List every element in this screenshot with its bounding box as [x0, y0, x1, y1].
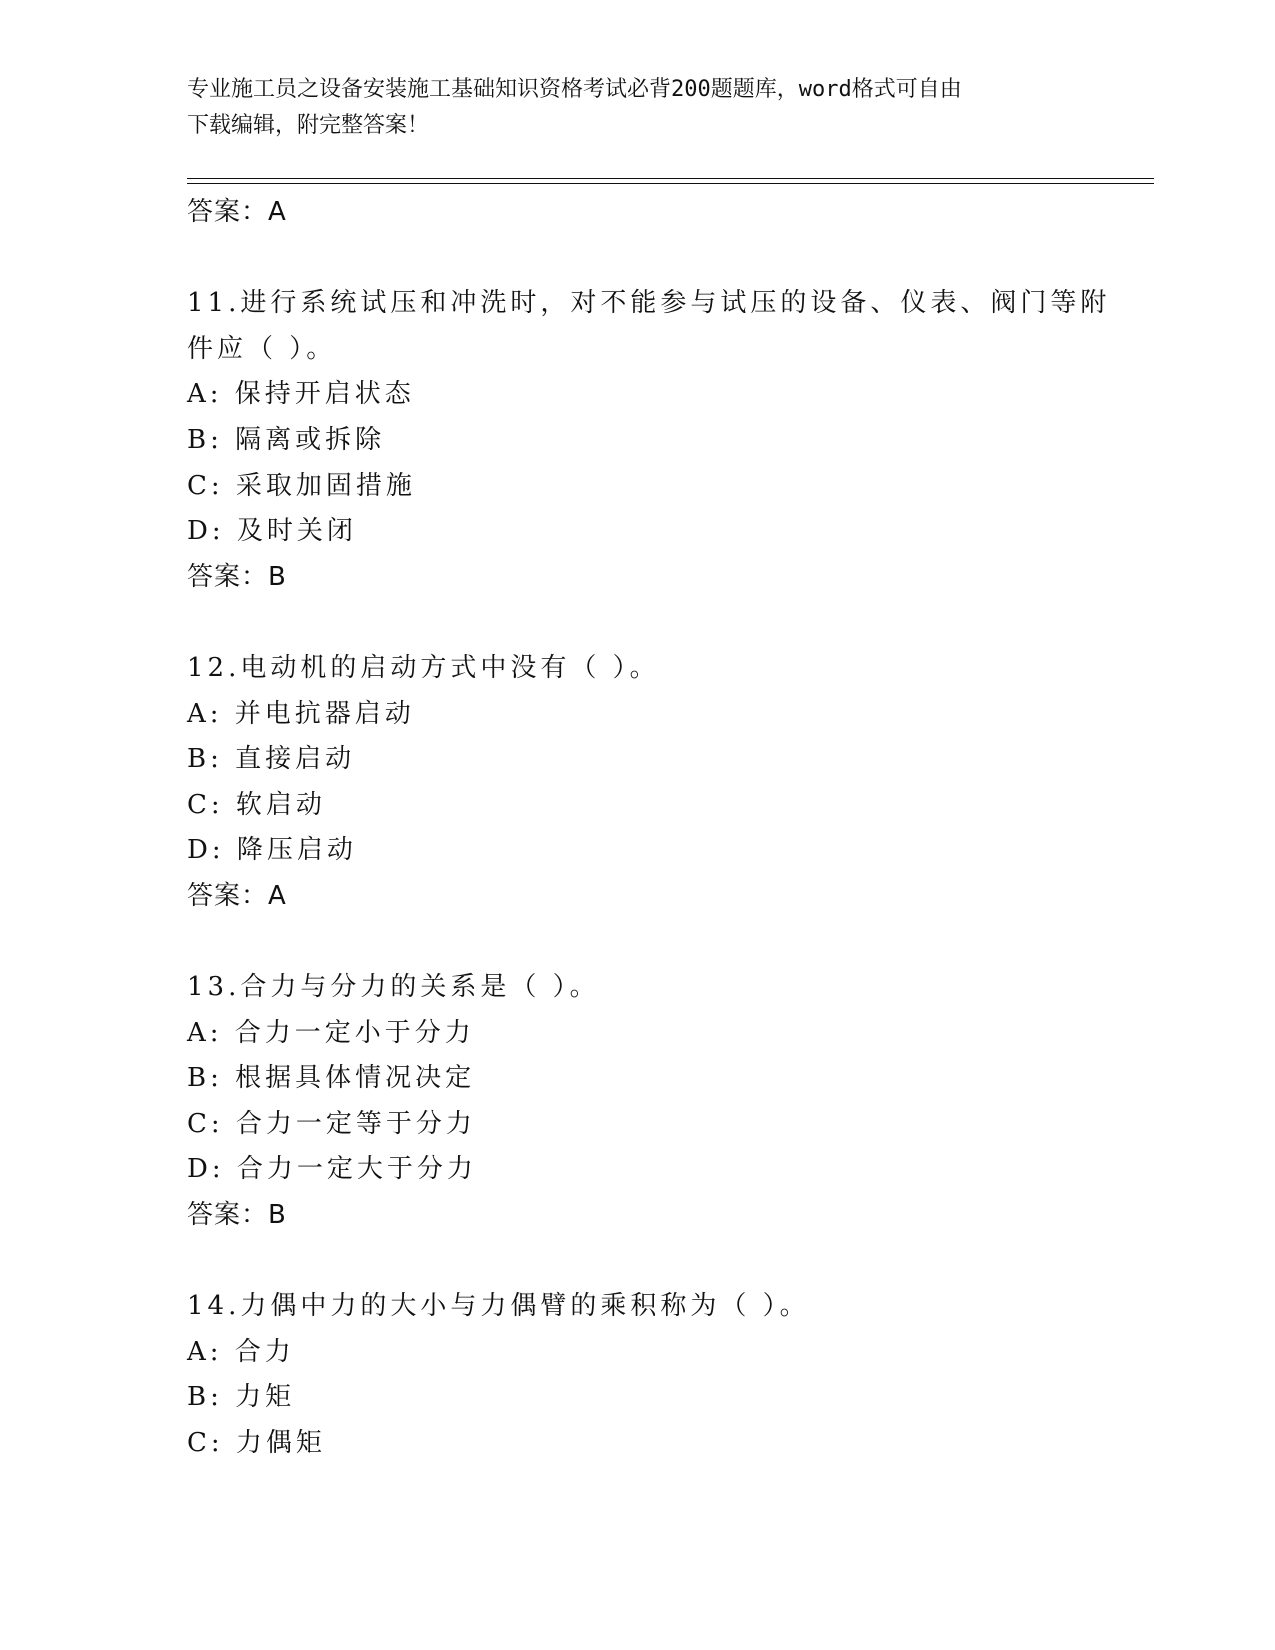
option-d: D: 及时关闭: [187, 516, 357, 547]
question-stem: 13.合力与分力的关系是（ ）。: [187, 972, 600, 1003]
option-c: C: 合力一定等于分力: [187, 1108, 476, 1139]
option-a: A: 合力: [187, 1336, 295, 1367]
question-12: [187, 646, 1147, 920]
header-rule-top: [187, 178, 1154, 179]
spacer: [187, 600, 1147, 646]
option-a: A: 保持开启状态: [187, 379, 415, 410]
answer: 答案：B: [187, 561, 287, 592]
option-c: C: 力偶矩: [187, 1428, 326, 1459]
answer: 答案：A: [187, 880, 287, 911]
question-stem: 14.力偶中力的大小与力偶臂的乘积称为（ ）。: [187, 1291, 810, 1322]
option-d: D: 合力一定大于分力: [187, 1154, 477, 1185]
option-c: C: 软启动: [187, 789, 326, 820]
option-c: C: 采取加固措施: [187, 470, 416, 501]
spacer: [187, 236, 1147, 282]
answer: 答案：B: [187, 1200, 287, 1231]
question-stem: 12.电动机的启动方式中没有（ ）。: [187, 652, 660, 683]
option-b: B: 力矩: [187, 1382, 296, 1413]
document-body: [187, 190, 1147, 1467]
question-stem-continued: 件应（ ）。: [187, 333, 337, 364]
question-13: [187, 965, 1147, 1239]
option-a: A: 并电抗器启动: [187, 698, 415, 729]
option-a: A: 合力一定小于分力: [187, 1017, 475, 1048]
header-rule-bottom: [187, 183, 1154, 184]
option-b: B: 隔离或拆除: [187, 424, 386, 455]
spacer: [187, 920, 1147, 966]
option-b: B: 根据具体情况决定: [187, 1063, 476, 1094]
question-11: [187, 281, 1147, 600]
header-title-line-1: 专业施工员之设备安装施工基础知识资格考试必背200题题库，word格式可自由: [187, 77, 962, 102]
question-stem: 11.进行系统试压和冲洗时，对不能参与试压的设备、仪表、阀门等附: [187, 288, 1111, 319]
document-header: [187, 72, 1087, 144]
spacer: [187, 1239, 1147, 1285]
header-title-line-2: 下载编辑，附完整答案！: [187, 113, 430, 138]
previous-answer: 答案：A: [187, 197, 287, 227]
option-d: D: 降压启动: [187, 835, 357, 866]
question-14: [187, 1284, 1147, 1466]
option-b: B: 直接启动: [187, 744, 356, 775]
